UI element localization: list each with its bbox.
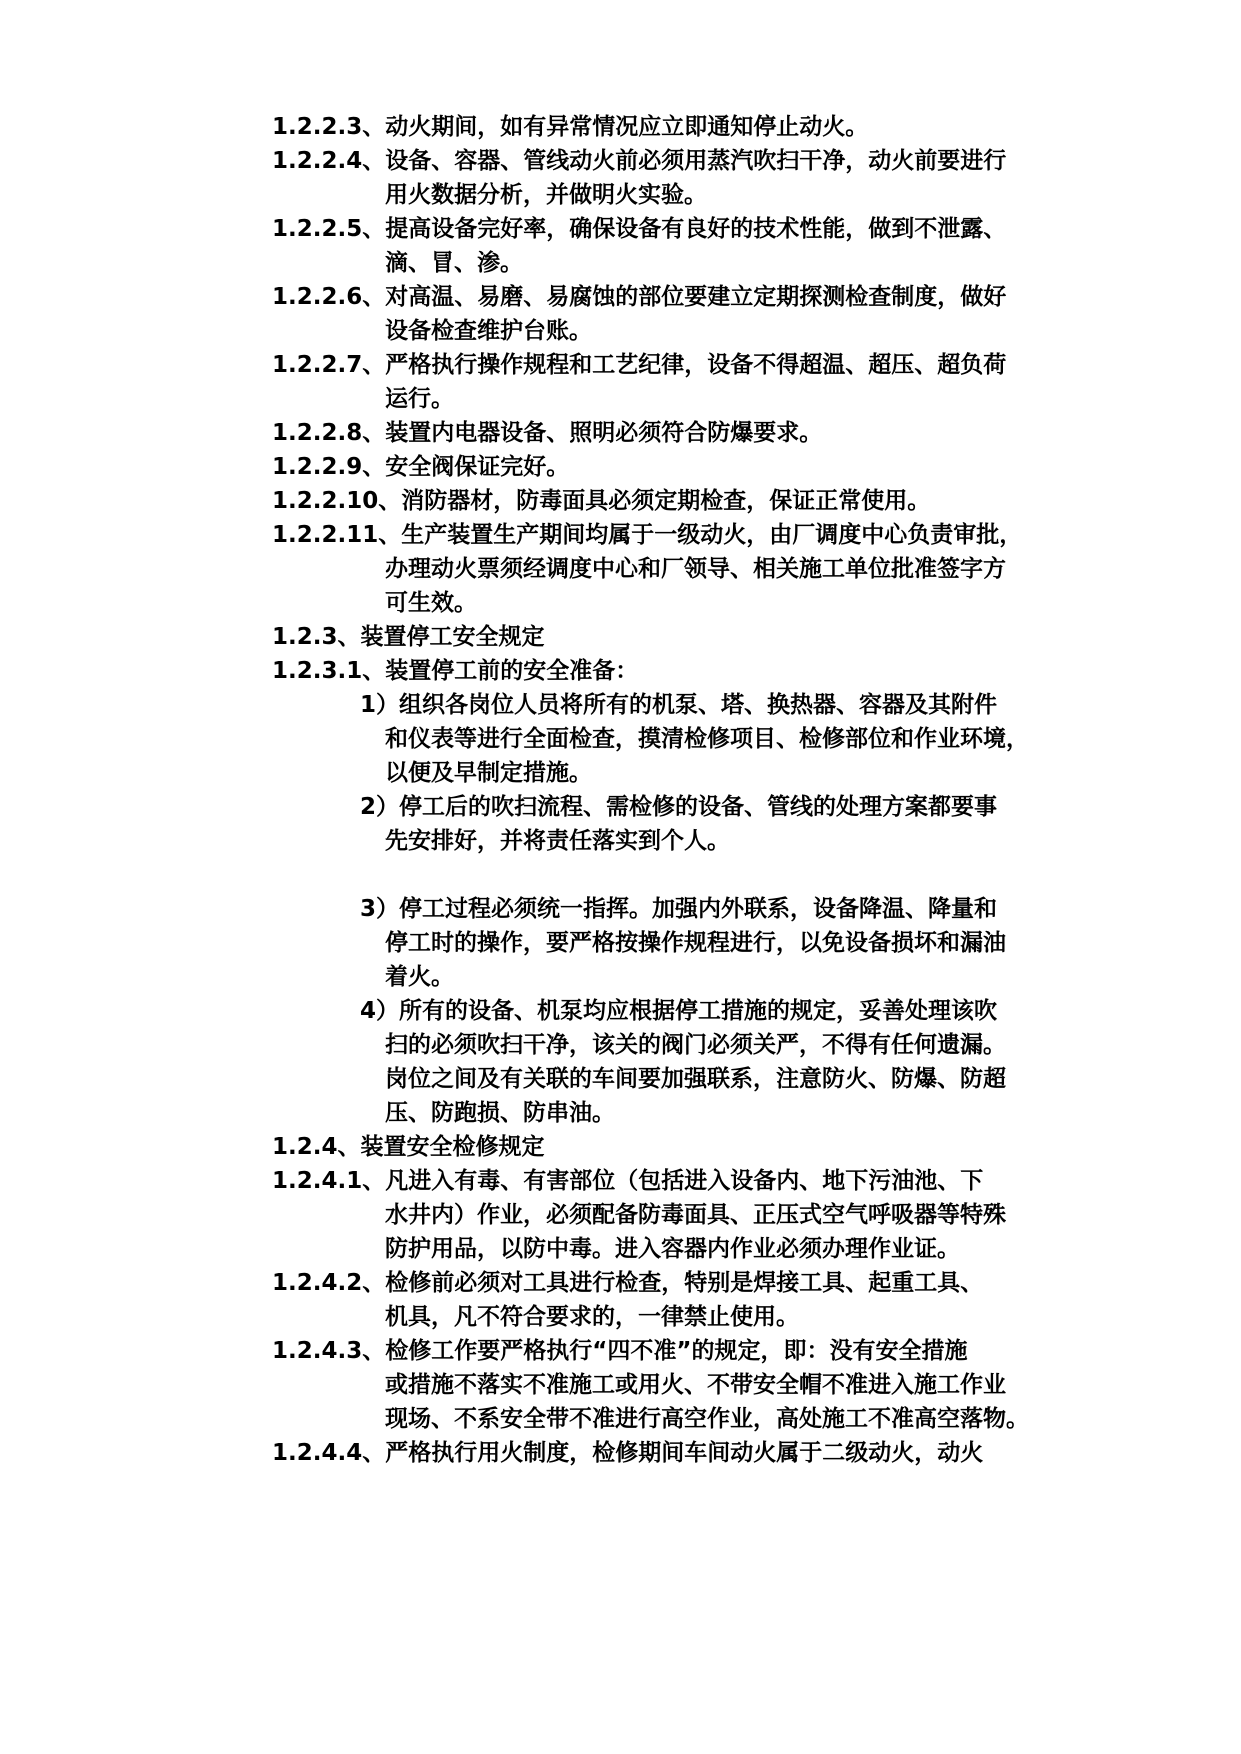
clause-1-2-4-4: 1.2.4.4、严格执行用火制度，检修期间车间动火属于二级动火，动火 <box>272 1440 984 1466</box>
sub-item-continuation: 先安排好，并将责任落实到个人。 <box>385 828 730 854</box>
clause-continuation: 设备检查维护台账。 <box>385 318 592 344</box>
clause-continuation: 可生效。 <box>385 590 477 616</box>
clause-continuation: 办理动火票须经调度中心和厂领导、相关施工单位批准签字方 <box>385 556 1006 582</box>
sub-item-continuation: 着火。 <box>385 964 454 990</box>
clause-1-2-2-7: 1.2.2.7、严格执行操作规程和工艺纪律，设备不得超温、超压、超负荷 <box>272 352 1007 378</box>
section-1-2-4-heading: 1.2.4、装置安全检修规定 <box>272 1134 545 1160</box>
clause-1-2-2-10: 1.2.2.10、消防器材，防毒面具必须定期检查，保证正常使用。 <box>272 488 931 514</box>
sub-item-1: 1）组织各岗位人员将所有的机泵、塔、换热器、容器及其附件 <box>360 692 998 718</box>
clause-1-2-2-6: 1.2.2.6、对高温、易磨、易腐蚀的部位要建立定期探测检查制度，做好 <box>272 284 1007 310</box>
clause-continuation: 现场、不系安全带不准进行高空作业，高处施工不准高空落物。 <box>385 1406 1029 1432</box>
clause-continuation: 运行。 <box>385 386 454 412</box>
sub-item-2: 2）停工后的吹扫流程、需检修的设备、管线的处理方案都要事 <box>360 794 998 820</box>
sub-item-continuation: 压、防跑损、防串油。 <box>385 1100 615 1126</box>
clause-1-2-2-9: 1.2.2.9、安全阀保证完好。 <box>272 454 570 480</box>
clause-continuation: 水井内）作业，必须配备防毒面具、正压式空气呼吸器等特殊 <box>385 1202 1006 1228</box>
clause-1-2-2-11: 1.2.2.11、生产装置生产期间均属于一级动火，由厂调度中心负责审批， <box>272 522 1023 548</box>
sub-item-continuation: 扫的必须吹扫干净，该关的阀门必须关严，不得有任何遗漏。 <box>385 1032 1006 1058</box>
clause-continuation: 用火数据分析，并做明火实验。 <box>385 182 707 208</box>
sub-item-continuation: 以便及早制定措施。 <box>385 760 592 786</box>
clause-1-2-4-1: 1.2.4.1、凡进入有毒、有害部位（包括进入设备内、地下污油池、下 <box>272 1168 984 1194</box>
clause-continuation: 滴、冒、渗。 <box>385 250 523 276</box>
sub-item-continuation: 岗位之间及有关联的车间要加强联系，注意防火、防爆、防超 <box>385 1066 1006 1092</box>
clause-1-2-4-2: 1.2.4.2、检修前必须对工具进行检查，特别是焊接工具、起重工具、 <box>272 1270 984 1296</box>
clause-continuation: 或措施不落实不准施工或用火、不带安全帽不准进入施工作业 <box>385 1372 1006 1398</box>
clause-1-2-2-4: 1.2.2.4、设备、容器、管线动火前必须用蒸汽吹扫干净，动火前要进行 <box>272 148 1007 174</box>
sub-item-3: 3）停工过程必须统一指挥。加强内外联系，设备降温、降量和 <box>360 896 998 922</box>
clause-1-2-2-8: 1.2.2.8、装置内电器设备、照明必须符合防爆要求。 <box>272 420 823 446</box>
clause-1-2-3-1: 1.2.3.1、装置停工前的安全准备： <box>272 658 639 684</box>
clause-1-2-2-3: 1.2.2.3、动火期间，如有异常情况应立即通知停止动火。 <box>272 114 869 140</box>
clause-1-2-2-5: 1.2.2.5、提高设备完好率，确保设备有良好的技术性能，做到不泄露、 <box>272 216 1007 242</box>
sub-item-continuation: 停工时的操作，要严格按操作规程进行，以免设备损坏和漏油 <box>385 930 1006 956</box>
sub-item-4: 4）所有的设备、机泵均应根据停工措施的规定，妥善处理该吹 <box>360 998 998 1024</box>
section-1-2-3-heading: 1.2.3、装置停工安全规定 <box>272 624 545 650</box>
clause-continuation: 防护用品，以防中毒。进入容器内作业必须办理作业证。 <box>385 1236 960 1262</box>
clause-1-2-4-3: 1.2.4.3、检修工作要严格执行“四不准”的规定，即：没有安全措施 <box>272 1338 968 1364</box>
sub-item-continuation: 和仪表等进行全面检查，摸清检修项目、检修部位和作业环境， <box>385 726 1029 752</box>
clause-continuation: 机具，凡不符合要求的，一律禁止使用。 <box>385 1304 799 1330</box>
